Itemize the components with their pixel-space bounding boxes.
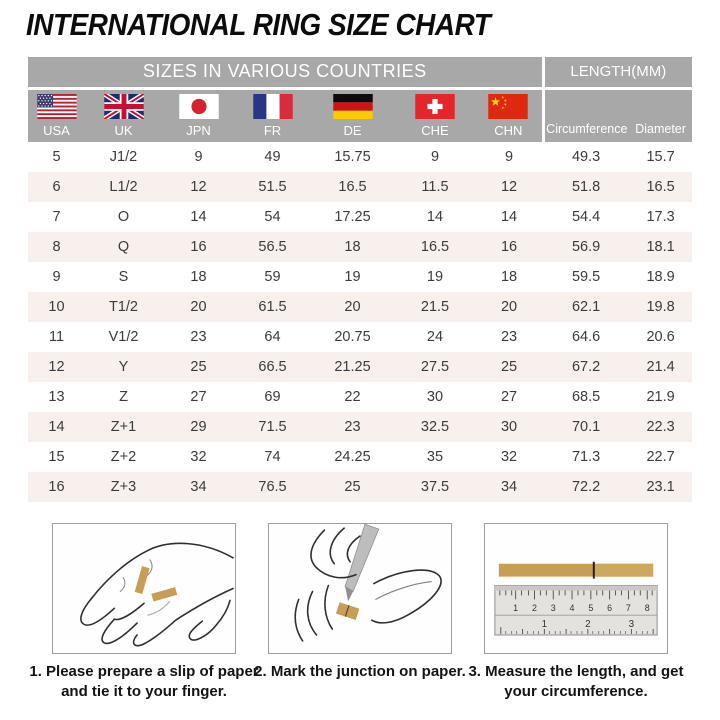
size-cell: 54.4 (571, 209, 601, 225)
size-cell: 27.5 (420, 359, 450, 375)
germany-flag-icon (333, 94, 373, 119)
size-cell: 9 (52, 269, 61, 285)
size-cell: 51.5 (258, 179, 287, 195)
size-cell: 25 (190, 359, 207, 375)
size-cell: 19 (426, 269, 444, 285)
size-cell: J1/2 (109, 149, 138, 165)
size-cell: 49 (264, 149, 281, 165)
svg-text:5: 5 (588, 603, 594, 614)
table-row (28, 382, 692, 412)
table-row (28, 262, 692, 292)
size-cell: 34 (500, 479, 518, 495)
size-cell: 20 (500, 299, 518, 315)
size-cell: 34 (190, 479, 207, 495)
size-cell: 14 (426, 209, 444, 225)
instruction-step-3 (468, 523, 684, 701)
size-cell: 23 (190, 329, 207, 345)
hand-with-paper-strip-icon (53, 524, 235, 653)
size-cell: 21.25 (334, 359, 371, 375)
size-cell: 9 (430, 149, 440, 165)
size-cell: Z+2 (110, 449, 137, 465)
japan-flag-icon (179, 94, 219, 119)
size-cell: 35 (426, 449, 444, 465)
size-cell: 17.3 (646, 209, 675, 225)
column-header-circumference (543, 88, 629, 142)
size-cell: 76.5 (258, 479, 287, 495)
size-cell: 20.6 (646, 329, 675, 345)
size-cell: 59.5 (571, 269, 601, 285)
svg-text:1: 1 (541, 619, 548, 631)
column-header-diameter (629, 88, 692, 142)
column-header-uk (85, 88, 162, 142)
size-cell: 18 (190, 269, 207, 285)
column-label: Circumference (546, 122, 628, 137)
svg-text:2: 2 (531, 603, 537, 614)
size-cell: 68.5 (571, 389, 601, 405)
size-cell: 18 (344, 239, 361, 255)
size-cell: 64 (264, 329, 281, 345)
size-cell: 54 (264, 209, 281, 225)
size-cell: 19 (344, 269, 361, 285)
length-group-header: LENGTH(MM) (543, 57, 692, 88)
svg-text:1: 1 (513, 603, 519, 614)
size-cell: 25 (500, 359, 518, 375)
size-cell: 74 (264, 449, 281, 465)
size-cell: 29 (190, 419, 207, 435)
measurement-instructions (0, 523, 720, 701)
size-cell: 16.5 (420, 239, 450, 255)
table-row (28, 352, 692, 382)
size-cell: 27 (500, 389, 518, 405)
size-cell: 14 (190, 209, 207, 225)
svg-text:4: 4 (569, 603, 575, 614)
size-cell: 72.2 (571, 479, 601, 495)
size-cell: 15 (48, 449, 65, 465)
size-cell: V1/2 (108, 329, 139, 345)
size-cell: 17.25 (334, 209, 371, 225)
size-cell: S (118, 269, 129, 285)
svg-text:3: 3 (628, 619, 635, 631)
svg-text:3: 3 (550, 603, 556, 614)
size-cell: 61.5 (258, 299, 287, 315)
size-cell: 21.9 (646, 389, 675, 405)
size-cell: 62.1 (571, 299, 601, 315)
size-cell: Q (117, 239, 130, 255)
table-row (28, 172, 692, 202)
instruction-caption-1: 1. Please prepare a slip of paper and tie it to your finger. (29, 663, 259, 700)
size-cell: 71.5 (258, 419, 287, 435)
size-cell: 30 (426, 389, 444, 405)
size-cell: 14 (48, 419, 65, 435)
size-cell: 10 (48, 299, 65, 315)
switzerland-flag-icon (415, 94, 455, 119)
size-cell: 37.5 (420, 479, 450, 495)
size-cell: 32 (190, 449, 207, 465)
column-label: FR (263, 123, 282, 139)
size-cell: 8 (52, 239, 61, 255)
size-cell: 67.2 (571, 359, 601, 375)
size-cell: 7 (52, 209, 61, 225)
size-cell: 32.5 (420, 419, 450, 435)
size-cell: 23.1 (646, 479, 675, 495)
size-cell: 16 (500, 239, 518, 255)
china-flag-icon (488, 94, 528, 119)
svg-text:7: 7 (625, 603, 631, 614)
column-label: Diameter (635, 122, 686, 137)
table-row (28, 442, 692, 472)
uk-flag-icon (104, 94, 144, 119)
column-header-usa (28, 88, 85, 142)
size-cell: O (117, 209, 130, 225)
size-cell: 22.7 (646, 449, 675, 465)
column-header-jpn (162, 88, 235, 142)
size-cell: 51.8 (571, 179, 601, 195)
size-cell: 32 (500, 449, 518, 465)
size-cell: 64.6 (571, 329, 601, 345)
size-cell: 5 (52, 149, 61, 165)
size-cell: 24 (426, 329, 444, 345)
size-cell: 16 (190, 239, 207, 255)
table-row (28, 322, 692, 352)
column-label: UK (114, 123, 133, 139)
instruction-caption-2: 2. Mark the junction on paper. (254, 663, 466, 680)
column-label: CHE (421, 123, 449, 139)
column-label: DE (343, 123, 362, 139)
column-header-de (310, 88, 395, 142)
column-label: USA (43, 123, 70, 139)
size-cell: 16.5 (338, 179, 367, 195)
size-cell: 18.9 (646, 269, 675, 285)
size-cell: 27 (190, 389, 207, 405)
size-cell: 21.4 (646, 359, 675, 375)
size-cell: 18.1 (646, 239, 675, 255)
pen-marking-junction-icon (269, 524, 451, 653)
size-cell: 25 (344, 479, 361, 495)
size-cell: 16 (48, 479, 65, 495)
column-header-fr (235, 88, 310, 142)
ruler-measuring-strip-icon (485, 524, 667, 653)
size-cell: 12 (500, 179, 518, 195)
table-row (28, 142, 692, 172)
instruction-step-1 (29, 523, 259, 701)
usa-flag-icon (37, 94, 77, 119)
size-cell: 49.3 (571, 149, 601, 165)
size-cell: Z+3 (110, 479, 137, 495)
size-cell: 24.25 (334, 449, 371, 465)
size-cell: 70.1 (571, 419, 601, 435)
size-cell: Z (119, 389, 128, 405)
size-cell: 23 (344, 419, 361, 435)
size-cell: 20.75 (334, 329, 371, 345)
instruction-caption-3: 3. Measure the length, and get your circumference. (468, 663, 684, 700)
size-cell: 66.5 (258, 359, 287, 375)
instruction-step-2 (254, 523, 466, 701)
size-cell: 23 (500, 329, 518, 345)
size-cell: 56.5 (258, 239, 287, 255)
page-title: INTERNATIONAL RING SIZE CHART (26, 7, 491, 42)
column-label: JPN (186, 123, 211, 139)
size-cell: 22.3 (646, 419, 675, 435)
size-cell: 13 (48, 389, 65, 405)
size-cell: 21.5 (420, 299, 450, 315)
size-cell: 16.5 (646, 179, 675, 195)
table-row (28, 412, 692, 442)
svg-text:2: 2 (585, 619, 591, 631)
illustration-ruler-measuring-strip (484, 523, 668, 654)
ring-size-table-body (28, 142, 692, 502)
table-row (28, 202, 692, 232)
column-header-chn (475, 88, 543, 142)
size-cell: 9 (194, 149, 203, 165)
size-cell: 71.3 (571, 449, 601, 465)
size-cell: 20 (344, 299, 361, 315)
size-cell: 56.9 (571, 239, 601, 255)
size-cell: 30 (500, 419, 518, 435)
size-cell: 11 (48, 329, 65, 345)
group-header-row (28, 57, 692, 88)
table-row (28, 292, 692, 322)
size-cell: 59 (264, 269, 281, 285)
france-flag-icon (253, 94, 293, 119)
size-cell: Z+1 (110, 419, 137, 435)
size-cell: T1/2 (108, 299, 138, 315)
column-header-che (395, 88, 475, 142)
size-cell: 15.75 (334, 149, 371, 165)
size-cell: 69 (264, 389, 281, 405)
column-label: CHN (494, 123, 523, 139)
countries-group-header: SIZES IN VARIOUS COUNTRIES (28, 57, 543, 88)
illustration-hand-with-paper-strip (52, 523, 236, 654)
size-cell: L1/2 (109, 179, 138, 195)
illustration-pen-marking-junction (268, 523, 452, 654)
size-cell: 15.7 (646, 149, 675, 165)
size-cell: 22 (344, 389, 361, 405)
size-cell: 18 (500, 269, 518, 285)
flag-header-row (28, 88, 692, 142)
size-cell: 11.5 (421, 179, 449, 195)
table-row (28, 232, 692, 262)
table-row (28, 472, 692, 502)
size-cell: 12 (190, 179, 207, 195)
svg-text:8: 8 (644, 603, 650, 614)
size-cell: Y (118, 359, 129, 375)
ring-size-chart-page (0, 7, 720, 720)
size-cell: 9 (504, 149, 514, 165)
svg-text:6: 6 (607, 603, 613, 614)
size-cell: 19.8 (646, 299, 675, 315)
size-cell: 14 (500, 209, 518, 225)
size-cell: 20 (190, 299, 207, 315)
ring-size-table (28, 57, 692, 502)
size-cell: 6 (52, 179, 61, 195)
size-cell: 12 (48, 359, 65, 375)
